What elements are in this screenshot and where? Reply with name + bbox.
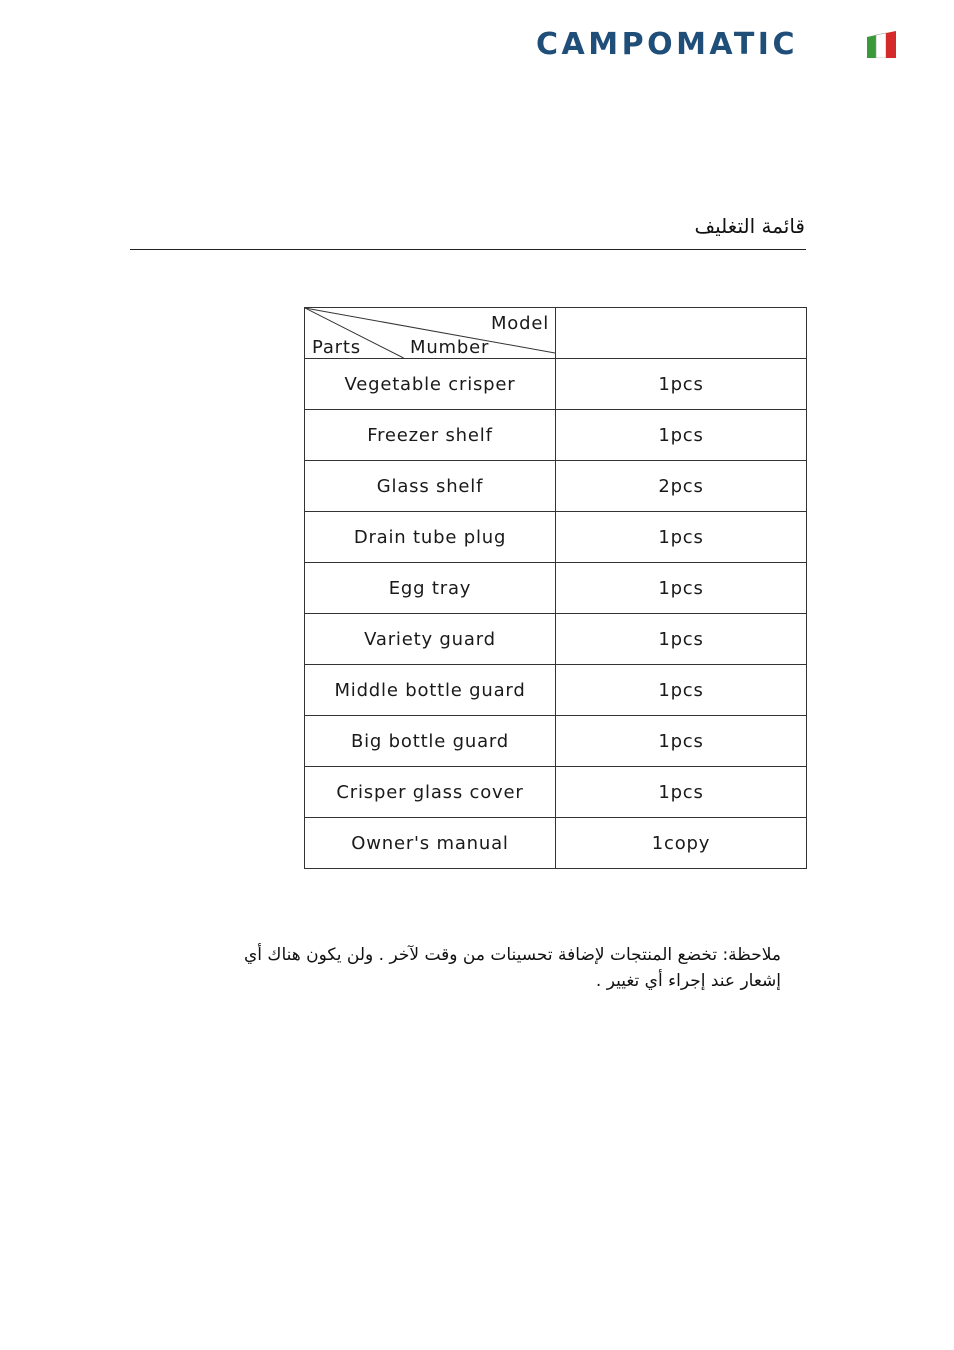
packing-list-table bbox=[304, 307, 807, 869]
table-row bbox=[305, 818, 807, 869]
part-name-cell: Crisper glass cover bbox=[305, 767, 556, 818]
part-name-cell: Owner's manual bbox=[305, 818, 556, 869]
part-name-cell: Glass shelf bbox=[305, 461, 556, 512]
italian-flag-icon bbox=[865, 31, 897, 58]
quantity-cell: 2pcs bbox=[556, 461, 807, 512]
part-name-cell: Drain tube plug bbox=[305, 512, 556, 563]
part-name-cell: Freezer shelf bbox=[305, 410, 556, 461]
title-divider bbox=[130, 249, 806, 250]
quantity-cell: 1pcs bbox=[556, 359, 807, 410]
quantity-cell: 1copy bbox=[556, 818, 807, 869]
quantity-cell: 1pcs bbox=[556, 410, 807, 461]
table-row bbox=[305, 410, 807, 461]
note-text: ملاحظة: تخضع المنتجات لإضافة تحسينات من وقت لآخر . ولن يكون هناك أي إشعار عند إجراء أي تغيير . bbox=[244, 945, 781, 991]
table-header-row bbox=[305, 308, 807, 359]
table-row bbox=[305, 359, 807, 410]
table-row bbox=[305, 767, 807, 818]
part-name-cell: Big bottle guard bbox=[305, 716, 556, 767]
table-row bbox=[305, 461, 807, 512]
table-row bbox=[305, 512, 807, 563]
table-row bbox=[305, 614, 807, 665]
part-name-cell: Egg tray bbox=[305, 563, 556, 614]
brand-name: CAMPOMATIC bbox=[536, 27, 798, 62]
quantity-cell: 1pcs bbox=[556, 614, 807, 665]
part-name-cell: Middle bottle guard bbox=[305, 665, 556, 716]
section-title: قائمة التغليف bbox=[694, 214, 805, 238]
header-model-value bbox=[556, 308, 807, 359]
quantity-cell: 1pcs bbox=[556, 716, 807, 767]
header-number-label: Mumber bbox=[410, 337, 490, 358]
table-row bbox=[305, 563, 807, 614]
table-row bbox=[305, 716, 807, 767]
part-name-cell: Variety guard bbox=[305, 614, 556, 665]
header-diagonal-cell bbox=[305, 308, 556, 359]
quantity-cell: 1pcs bbox=[556, 563, 807, 614]
table-row bbox=[305, 665, 807, 716]
quantity-cell: 1pcs bbox=[556, 665, 807, 716]
brand-logo bbox=[536, 27, 898, 62]
part-name-cell: Vegetable crisper bbox=[305, 359, 556, 410]
quantity-cell: 1pcs bbox=[556, 767, 807, 818]
quantity-cell: 1pcs bbox=[556, 512, 807, 563]
header-model-label: Model bbox=[490, 313, 549, 334]
header-parts-label: Parts bbox=[312, 337, 361, 358]
